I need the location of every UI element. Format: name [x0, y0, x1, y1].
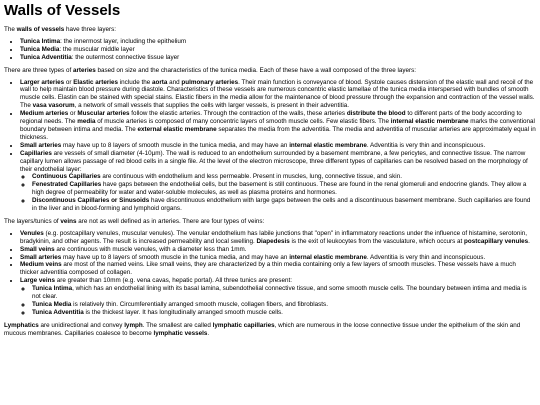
page-title: Walls of Vessels [4, 2, 121, 19]
term: Small veins [20, 245, 55, 253]
text: marks the conventional boundary between intima and media. The [20, 118, 535, 133]
text: are not as well defined as in arteries. There are four types of veins: [76, 217, 265, 225]
term: Muscular arteries [77, 110, 130, 118]
text: may have up to 8 layers of smooth muscle in the tunica media, and may have an [61, 141, 290, 149]
text: , which are numerous in the loose connective tissue under the epithelium of the skin and mucous membranes. Capillaries coalesce to become [4, 321, 521, 337]
term: external elastic membrane [137, 125, 217, 133]
text: , which has an endothelial lining with its basal lamina, subendothelial connective tissue, and some smooth muscle cells. The boundary between intima and media is not clear. [32, 285, 527, 301]
term: Elastic arteries [73, 78, 119, 86]
veins-intro [4, 218, 536, 226]
list-item-medium-veins [20, 261, 536, 277]
term: Continuous Capillaries [32, 173, 101, 181]
list-item-large-veins [20, 277, 536, 317]
text: There are three types of [4, 66, 73, 74]
text: may have up to 8 layers of smooth muscle in the tunica media, and may have an [61, 253, 290, 261]
term: postcapillary venules [464, 237, 529, 245]
term: Tunica Media [32, 301, 72, 308]
term: Tunica Adventitia [32, 308, 84, 316]
text: . Adventitia is very thin and inconspicuous. [366, 141, 486, 149]
text: is the exit of leukocytes from the vasculature, which occurs at [289, 237, 465, 245]
term: Larger arteries [20, 78, 65, 86]
lymphatics-paragraph [4, 322, 536, 338]
term: Medium arteries [20, 110, 69, 118]
layer-desc: : the muscular middle layer [59, 45, 135, 53]
text: or [68, 110, 78, 118]
term: aorta [152, 78, 168, 86]
text: based on size and the characteristics of the tunica media. Each of these have a wall composed of the three layers: [95, 66, 416, 74]
text: separates the media from the adventitia. The media and adventitia of muscular arteries are approximately equal in thickness. [20, 125, 536, 141]
term: internal elastic membrane [289, 253, 367, 261]
artery-types-list [4, 79, 536, 213]
text: are most of the named veins. Like small veins, they are characterized by a thin media containing only a few layers of smooth muscles. These vessels have a much thicker adventitia composed of collagen. [20, 261, 516, 277]
term: media [77, 118, 96, 126]
term: lymph [124, 321, 143, 329]
text: (e.g. postcapillary venules, muscular venules). The venular endothelium has labile junctions that "open" in inflammatory reactions under the influence of histamine, serotonin, bradykinin, and other agents. The result is increased permeability and local swelling. [20, 229, 527, 245]
text: are vessels of small diameter (4-10μm). The wall is reduced to an endothelium surrounded by a basement membrane, a few pericytes, and connective tissue. The narrow capillary lumen allows passage of red blood cells in a single file. At the level of the electron microscope, three different types of capillaries can be resolved based on the morphology of their endothelial layer: [20, 149, 528, 173]
text: are unidirectional and convey [38, 321, 125, 329]
intro-paragraph [4, 26, 536, 34]
term: Small arteries [20, 253, 62, 261]
term: Lymphatics [4, 321, 39, 329]
term: Venules [20, 229, 44, 237]
term: lymphatic vessels [153, 329, 208, 337]
list-item [20, 54, 536, 62]
text: is the thickest layer. It has longitudinally arranged smooth muscle cells. [83, 308, 283, 316]
layer-term: Tunica Adventitia [20, 53, 72, 61]
layers-list [4, 38, 536, 62]
term: pulmonary arteries [181, 78, 239, 86]
list-item-small-arteries [20, 254, 536, 262]
text: . [207, 329, 210, 337]
term: lymphatic capillaries [212, 321, 275, 329]
list-item [32, 197, 536, 213]
text: to different parts of the body according to regional needs. The [20, 110, 522, 126]
arteries-intro [4, 67, 536, 75]
list-item [32, 309, 536, 317]
text: have discontinuous endothelium with large gaps between the cells and a discontinuous basement membrane. Such capillaries are found in the liver and in blood-forming and lymphoid organs. [32, 197, 531, 213]
term: Discontinuous Capillaries or Sinusoids [32, 197, 150, 205]
term: Diapedesis [256, 237, 290, 245]
list-item-small-veins [20, 246, 536, 254]
layer-desc: : the innermost layer, including the epithelium [60, 37, 187, 45]
capillary-types-list [20, 173, 536, 213]
text: follow the elastic arteries. Through the contraction of the walls, these arteries [129, 110, 347, 118]
list-item [20, 46, 536, 54]
term: Fenestrated Capillaries [32, 181, 102, 189]
layer-term: Tunica Media [20, 45, 60, 53]
term: internal elastic membrane [289, 141, 367, 149]
text: have gaps between the endothelial cells, but the basement is still continuous. These are found in the renal glomeruli and endocrine glands. They allow a high degree of permeability for water and water-soluble molecules, as well as plasma proteins and hormones. [32, 181, 527, 197]
term: Large veins [20, 277, 55, 285]
list-item-large-arteries [20, 79, 536, 111]
text: is relatively thin. Circumferentially arranged smooth muscle, collagen fibers, and fibroblasts. [71, 301, 328, 308]
text: are continuous with endothelium and less permeable. Present in muscles, lung, connective tissue, and skin. [100, 173, 402, 181]
term: arteries [72, 66, 96, 74]
layer-desc: : the outermost connective tissue layer [71, 53, 180, 61]
text: are continuous with muscle venules, with a diameter less than 1mm. [54, 245, 247, 253]
layer-term: Tunica Intima [20, 37, 61, 45]
vein-types-list [4, 230, 536, 317]
list-item [20, 38, 536, 46]
list-item [32, 301, 536, 309]
list-item [32, 173, 536, 181]
text: The layers/tunics of [4, 217, 61, 225]
list-item-small-arteries [20, 142, 536, 150]
term: vasa vasorum [32, 102, 75, 110]
term: distribute the blood [346, 110, 406, 118]
text: . The smallest are called [142, 321, 213, 329]
term: veins [60, 217, 77, 225]
text: , a network of small vessels that supplies the cells with larger vessels, is present in their adventitia. [74, 102, 350, 110]
list-item [32, 285, 536, 301]
text: of muscle arteries is composed of many concentric layers of smooth muscle cells. Few elastic fibers. The [95, 118, 391, 126]
text: or [64, 78, 74, 86]
text: . [528, 237, 530, 245]
text: . Adventitia is very thin and inconspicuous. [366, 253, 486, 261]
term: Small arteries [20, 141, 62, 149]
list-item-venules [20, 230, 536, 246]
intro-text: have three layers: [64, 26, 117, 33]
list-item-medium-arteries [20, 110, 536, 142]
list-item-capillaries [20, 150, 536, 213]
text: and [167, 78, 182, 86]
term: Tunica Intima [32, 285, 73, 293]
intro-text: The [4, 26, 17, 33]
term: Medium veins [20, 261, 62, 269]
term: Capillaries [20, 149, 52, 157]
intro-term: walls of vessels [16, 26, 65, 33]
list-item [32, 181, 536, 197]
text: are greater than 10mm (e.g. vena cavas, hepatic portal). All three tunics are present: [55, 277, 292, 285]
large-vein-tunics-list [20, 285, 536, 317]
text: . Their main function is conveyance of blood. Systole causes distension of the elastic wall and recoil of the wall to help maintain blood pressure during diastole. Characteristics of these vessels are numerous concentric elastic lamellae of the tunica media interspersed with bundles of smooth muscle cells. Elastin can be stained with special stains. Elastic fibers in the media allow for the maintenance of blood pressure through the expansion and contraction of the vessel walls. The [20, 78, 535, 110]
term: internal elastic membrane [390, 118, 469, 126]
text: include the [118, 78, 152, 86]
